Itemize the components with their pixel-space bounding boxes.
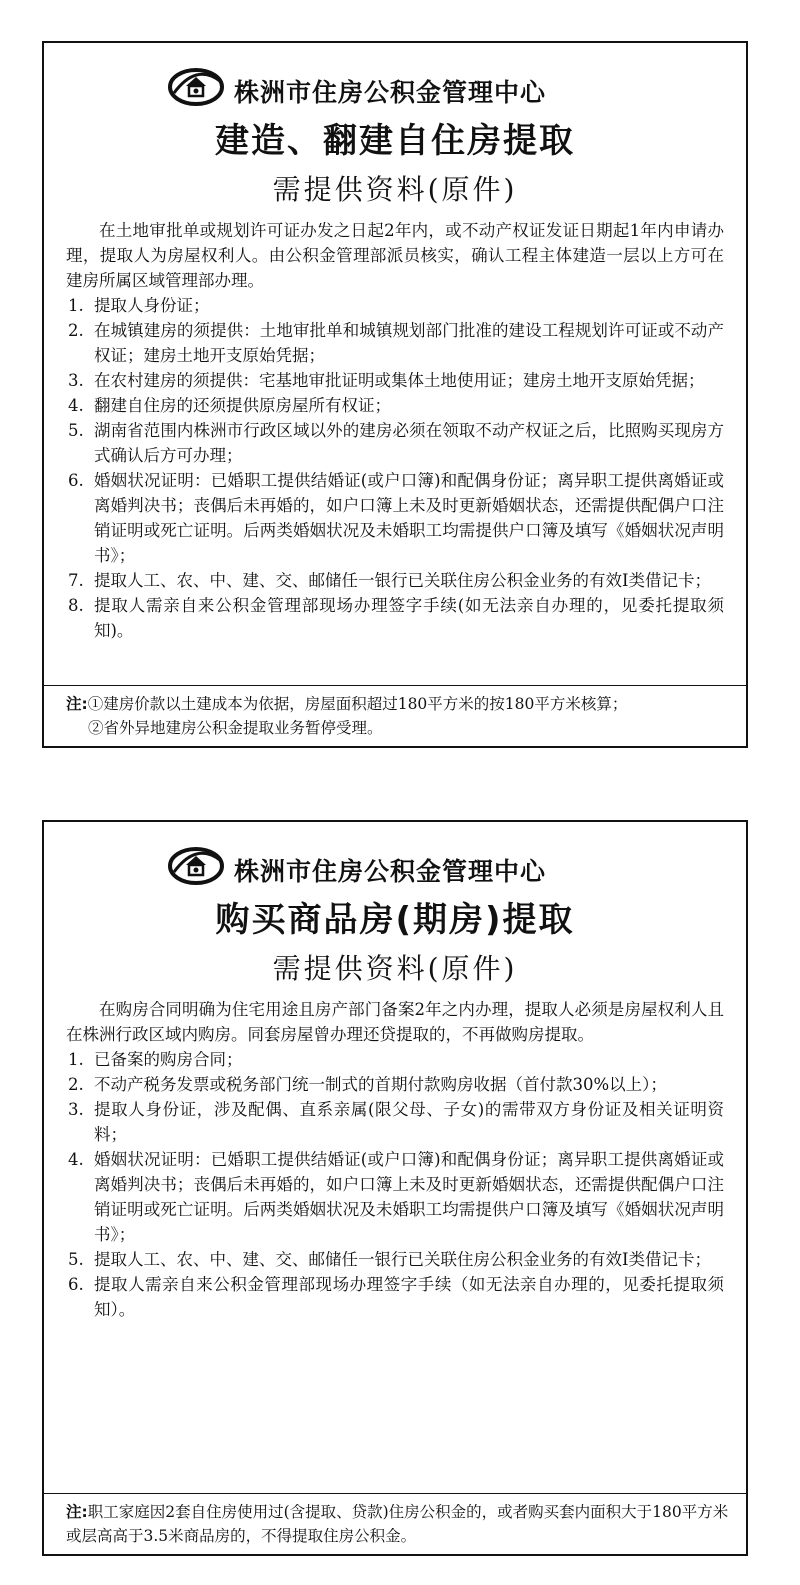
item-text: 提取人身份证，涉及配偶、直系亲属(限父母、子女)的需带双方身份证及相关证明资料； [94, 1100, 724, 1144]
card-title: 建造、翻建自住房提取 [215, 121, 575, 161]
card-subtitle: 需提供资料(原件) [272, 173, 518, 206]
item-text: 在农村建房的须提供：宅基地审批证明或集体土地使用证；建房土地开支原始凭据； [94, 371, 705, 390]
list-item [66, 1047, 724, 1072]
item-text: 湖南省范围内株洲市行政区域以外的建房必须在领取不动产权证之后，比照购买现房方式确认后方可办理； [94, 421, 724, 465]
list-item [66, 468, 724, 568]
item-number: 4. [68, 1150, 84, 1169]
item-number: 6. [68, 1275, 84, 1294]
item-text: 婚姻状况证明：已婚职工提供结婚证(或户口簿)和配偶身份证；离异职工提供离婚证或离婚判决书；丧偶后未再婚的，如户口簿上未及时更新婚姻状态，还需提供配偶户口注销证明或死亡证明。后两类婚姻状况及未婚职工均需提供户口簿及填写《婚姻状况声明书》； [94, 471, 724, 565]
list-item [66, 1272, 724, 1322]
card-header [44, 822, 746, 886]
card-note [44, 685, 746, 746]
intro-paragraph: 在购房合同明确为住宅用途且房产部门备案2年之内办理，提取人必须是房屋权利人且在株洲行政区域内购房。同套房屋曾办理还贷提取的，不再做购房提取。 [66, 1000, 724, 1044]
note-label: 注: [66, 1503, 88, 1521]
note-line: 职工家庭因2套自住房使用过(含提取、贷款)住房公积金的，或者购买套内面积大于180平方米或层高高于3.5米商品房的，不得提取住房公积金。 [66, 1503, 729, 1545]
list-item [66, 293, 724, 318]
card-body [44, 208, 746, 643]
card-title: 购买商品房(期房)提取 [215, 900, 575, 940]
requirements-list [66, 293, 724, 643]
requirements-list [66, 1047, 724, 1322]
note-line: ②省外异地建房公积金提取业务暂停受理。 [88, 719, 383, 737]
item-text: 翻建自住房的还须提供原房屋所有权证； [94, 396, 391, 415]
item-number: 5. [68, 1250, 84, 1269]
item-text: 已备案的购房合同； [94, 1050, 243, 1069]
item-number: 5. [68, 421, 84, 440]
notice-card-self-build [42, 41, 748, 748]
item-number: 1. [68, 1050, 84, 1069]
list-item [66, 1247, 724, 1272]
notice-card-commercial-house [42, 820, 748, 1556]
card-header [44, 43, 746, 107]
card-note [44, 1493, 746, 1554]
list-item [66, 1097, 724, 1147]
item-text: 不动产税务发票或税务部门统一制式的首期付款购房收据（首付款30%以上）； [94, 1075, 667, 1094]
item-text: 提取人需亲自来公积金管理部现场办理签字手续（如无法亲自办理的，见委托提取须知）。 [94, 1275, 724, 1319]
card-body [44, 987, 746, 1322]
item-text: 提取人需亲自来公积金管理部现场办理签字手续(如无法亲自办理的，见委托提取须知)。 [94, 596, 724, 640]
item-number: 6. [68, 471, 84, 490]
note-line: ①建房价款以土建成本为依据，房屋面积超过180平方米的按180平方米核算； [87, 695, 628, 713]
list-item [66, 318, 724, 368]
list-item [66, 368, 724, 393]
list-item [66, 1147, 724, 1247]
item-number: 2. [68, 321, 84, 340]
org-name: 株洲市住房公积金管理中心 [234, 78, 547, 107]
item-text: 婚姻状况证明：已婚职工提供结婚证(或户口簿)和配偶身份证；离异职工提供离婚证或离婚判决书；丧偶后未再婚的，如户口簿上未及时更新婚姻状态，还需提供配偶户口注销证明或死亡证明。后两类婚姻状况及未婚职工均需提供户口簿及填写《婚姻状况声明书》； [94, 1150, 724, 1244]
item-number: 7. [68, 571, 84, 590]
list-item [66, 418, 724, 468]
item-text: 提取人身份证； [94, 296, 210, 315]
list-item [66, 1072, 724, 1097]
list-item [66, 593, 724, 643]
note-label: 注: [66, 695, 88, 713]
list-item [66, 393, 724, 418]
card-subtitle: 需提供资料(原件) [272, 952, 518, 985]
item-text: 提取人工、农、中、建、交、邮储任一银行已关联住房公积金业务的有效Ⅰ类借记卡； [94, 571, 712, 590]
intro-paragraph: 在土地审批单或规划许可证办发之日起2年内，或不动产权证发证日期起1年内申请办理，提取人为房屋权利人。由公积金管理部派员核实，确认工程主体建造一层以上方可在建房所属区域管理部办理。 [66, 221, 724, 290]
item-text: 提取人工、农、中、建、交、邮储任一银行已关联住房公积金业务的有效Ⅰ类借记卡； [94, 1250, 712, 1269]
item-number: 3. [68, 1100, 84, 1119]
org-name: 株洲市住房公积金管理中心 [234, 857, 547, 886]
housing-fund-logo-icon [168, 67, 224, 107]
item-number: 1. [68, 296, 84, 315]
list-item [66, 568, 724, 593]
item-number: 4. [68, 396, 84, 415]
item-number: 3. [68, 371, 84, 390]
item-number: 8. [68, 596, 84, 615]
item-text: 在城镇建房的须提供：土地审批单和城镇规划部门批准的建设工程规划许可证或不动产权证；建房土地开支原始凭据； [94, 321, 724, 365]
item-number: 2. [68, 1075, 84, 1094]
housing-fund-logo-icon [168, 846, 224, 886]
